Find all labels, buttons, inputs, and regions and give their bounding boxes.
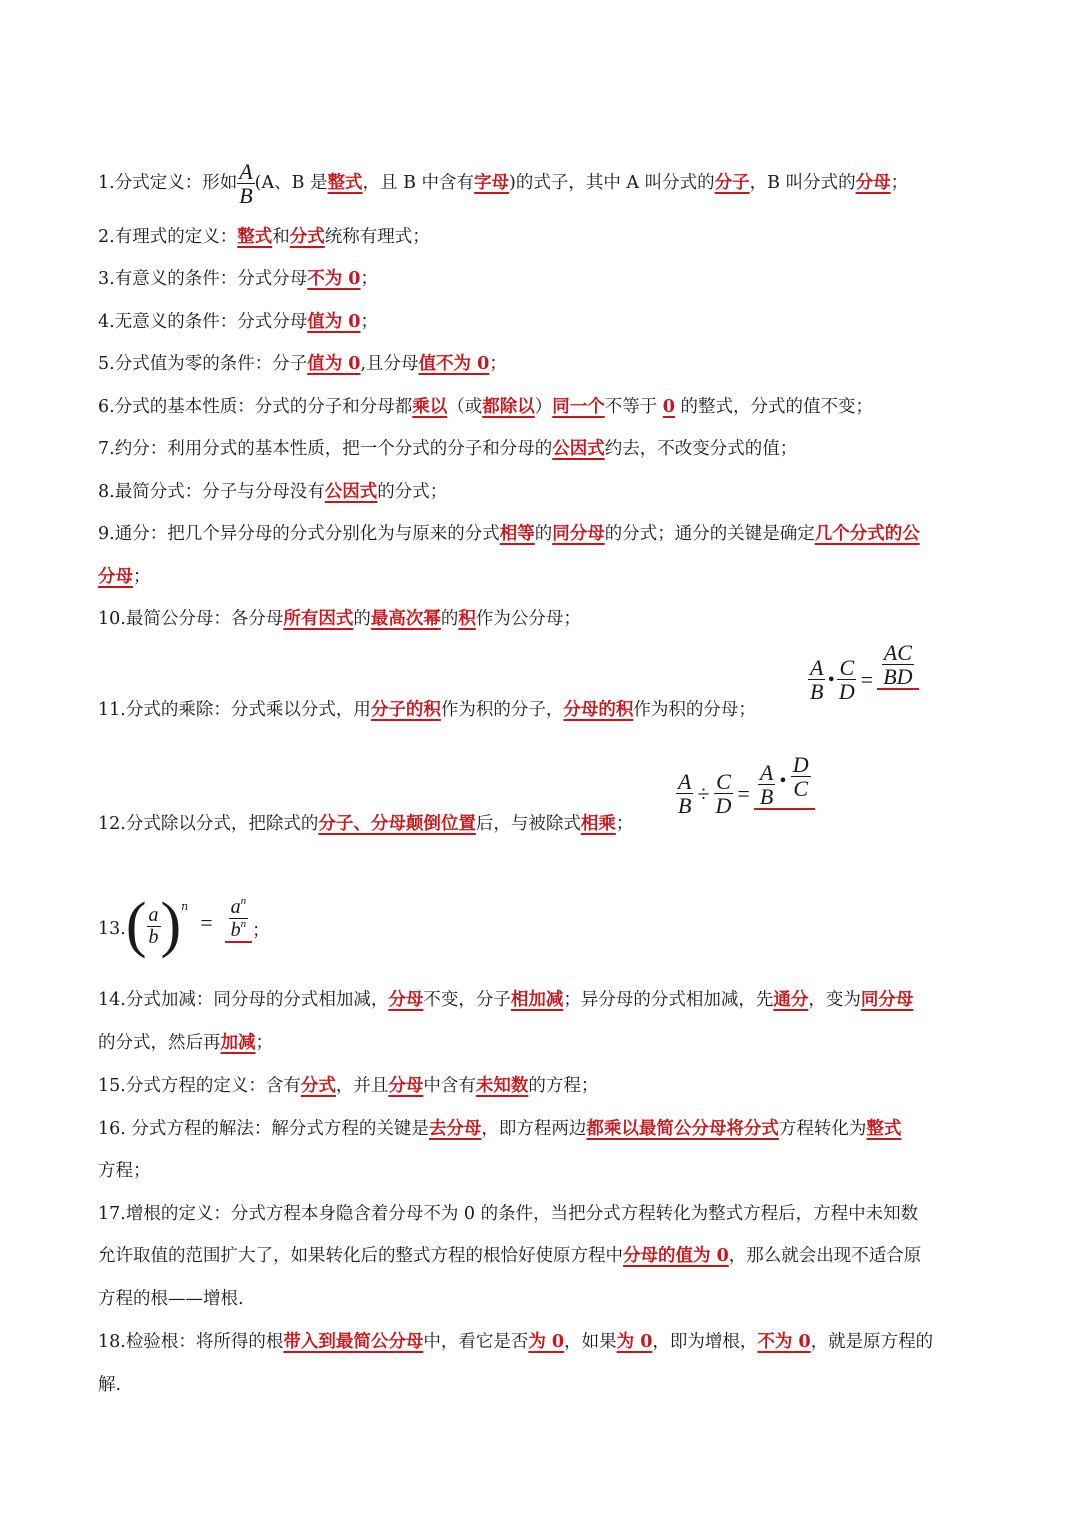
text: ，即方程两边 bbox=[481, 1119, 587, 1139]
item-9 bbox=[98, 522, 920, 546]
item-11 bbox=[98, 698, 756, 722]
answer: 分母的值为 0 bbox=[623, 1246, 729, 1266]
item-3 bbox=[98, 267, 378, 291]
item-15 bbox=[98, 1074, 598, 1098]
answer: 公因式 bbox=[324, 482, 378, 502]
text: ，就是原方程的 bbox=[810, 1332, 934, 1352]
text: 7.约分：利用分式的基本性质，把一个分式的分子和分母的 bbox=[98, 439, 553, 459]
answer: 未知数 bbox=[475, 1076, 529, 1096]
item-10 bbox=[98, 607, 581, 631]
denominator: D bbox=[838, 679, 855, 705]
answer-blank bbox=[754, 752, 815, 810]
numerator: A bbox=[239, 159, 253, 184]
item-17-cont bbox=[98, 1244, 921, 1268]
text: ； bbox=[615, 814, 634, 834]
answer: 字母 bbox=[474, 173, 510, 194]
text: 作为积的分母； bbox=[633, 700, 756, 720]
answer: 分子 bbox=[714, 173, 750, 194]
answer: 分子的积 bbox=[370, 700, 441, 720]
answer: 积 bbox=[458, 609, 476, 629]
item-13 bbox=[98, 882, 270, 959]
item-18-cont bbox=[98, 1373, 121, 1397]
text: 方程转化为 bbox=[778, 1119, 867, 1139]
right-paren: ) bbox=[160, 891, 182, 959]
answer: 值为 0 bbox=[307, 312, 361, 332]
fraction-a-b bbox=[147, 905, 161, 948]
text: ； bbox=[890, 173, 909, 194]
text: (A、B 是 bbox=[254, 173, 328, 194]
denominator: B bbox=[239, 183, 253, 209]
dot-operator: • bbox=[778, 771, 788, 790]
numerator: AC bbox=[883, 640, 912, 665]
item-5 bbox=[98, 352, 507, 376]
denominator: C bbox=[793, 776, 809, 802]
numerator: C bbox=[839, 655, 855, 680]
text: 中含有 bbox=[423, 1076, 476, 1096]
answer: 去分母 bbox=[428, 1119, 482, 1139]
text: ，如果 bbox=[564, 1332, 617, 1352]
answer: 乘以 bbox=[412, 397, 448, 417]
text: 12.分式除以分式，把除式的 bbox=[98, 814, 319, 834]
answer: 相等 bbox=[499, 524, 535, 544]
left-paren: ( bbox=[125, 891, 147, 959]
text: 18.检验根：将所得的根 bbox=[98, 1332, 284, 1352]
text: 15.分式方程的定义：含有 bbox=[98, 1076, 301, 1096]
text: ； bbox=[360, 269, 378, 289]
answer: 值为 0 bbox=[307, 354, 361, 374]
text: ,且分母 bbox=[360, 354, 419, 374]
fraction-c-d bbox=[714, 770, 734, 817]
text: 14.分式加减：同分母的分式相加减， bbox=[98, 990, 389, 1010]
answer: 分母 bbox=[388, 990, 424, 1010]
text: 的 bbox=[440, 609, 459, 629]
answer: 不为 0 bbox=[307, 269, 361, 289]
text: 和 bbox=[272, 227, 290, 247]
answer: 为 0 bbox=[528, 1332, 565, 1352]
answer-blank bbox=[877, 641, 918, 690]
item-7 bbox=[98, 437, 797, 461]
fraction-c-d bbox=[837, 656, 857, 703]
answer: 分母的积 bbox=[563, 700, 634, 720]
text: )的式子，其中 A 叫分式的 bbox=[509, 173, 715, 194]
answer: 所有因式 bbox=[283, 609, 354, 629]
answer: 整式 bbox=[866, 1119, 902, 1139]
denominator: D bbox=[715, 793, 732, 819]
text: 统称有理式； bbox=[324, 227, 430, 247]
text: 的分式，然后再 bbox=[98, 1033, 221, 1053]
answer: 同分母 bbox=[860, 990, 914, 1010]
text: 16. 分式方程的解法：解分式方程的关键是 bbox=[98, 1119, 429, 1139]
answer: 带入到最简公分母 bbox=[283, 1332, 424, 1352]
text: 的 bbox=[534, 524, 553, 544]
text: ，并且 bbox=[335, 1076, 389, 1096]
base-b: b bbox=[230, 918, 241, 941]
numerator: C bbox=[716, 769, 731, 794]
answer: 都除以 bbox=[482, 397, 535, 417]
text: 11.分式的乘除：分式乘以分式，用 bbox=[98, 700, 371, 720]
text: 3.有意义的条件：分式分母 bbox=[98, 269, 308, 289]
text: 1.分式定义：形如 bbox=[98, 173, 238, 194]
text: 方程的根——增根. bbox=[98, 1289, 244, 1309]
text: ，即为增根， bbox=[652, 1332, 758, 1352]
answer: 都乘以最简公分母将分式 bbox=[586, 1119, 779, 1139]
numerator bbox=[229, 896, 249, 919]
answer: 分母 bbox=[388, 1076, 424, 1096]
text: 允许取值的范围扩大了，如果转化后的整式方程的根恰好使原方程中 bbox=[98, 1246, 623, 1266]
base-a: a bbox=[230, 895, 241, 918]
answer: 同一个 bbox=[552, 397, 605, 417]
answer: 最高次幂 bbox=[370, 609, 441, 629]
text: 作为公分母； bbox=[475, 609, 581, 629]
answer: 相加减 bbox=[510, 990, 564, 1010]
item-9-cont bbox=[98, 565, 151, 589]
fraction-an-bn bbox=[229, 896, 249, 941]
text: ； bbox=[489, 354, 507, 374]
text: 中，看它是否 bbox=[423, 1332, 529, 1352]
denominator bbox=[229, 919, 249, 941]
answer: 0 bbox=[662, 397, 675, 417]
text: 解. bbox=[98, 1375, 122, 1395]
answer: 分式 bbox=[289, 227, 325, 247]
item-4 bbox=[98, 310, 378, 334]
answer-blank bbox=[225, 896, 253, 943]
text: 的 bbox=[353, 609, 371, 629]
text: ；异分母的分式相加减，先 bbox=[563, 990, 774, 1010]
exponent: n bbox=[181, 900, 189, 913]
divide-sign: ÷ bbox=[697, 780, 710, 806]
item-18 bbox=[98, 1330, 933, 1354]
text: 9.通分：把几个异分母的分式分别化为与原来的分式 bbox=[98, 524, 500, 544]
dot-operator: • bbox=[826, 670, 836, 690]
exponent: n bbox=[240, 894, 247, 907]
text: 2.有理式的定义： bbox=[98, 227, 238, 247]
item-16 bbox=[98, 1117, 901, 1141]
text: 不等于 bbox=[604, 397, 663, 417]
text: 约去，不改变分式的值； bbox=[604, 439, 798, 459]
text: ； bbox=[133, 567, 151, 587]
answer: 分式 bbox=[300, 1076, 336, 1096]
denominator: B bbox=[678, 793, 692, 819]
text: ； bbox=[255, 1033, 273, 1053]
equals-sign: = bbox=[737, 780, 750, 806]
answer: 分母 bbox=[855, 173, 891, 194]
answer: 公因式 bbox=[552, 439, 605, 459]
text: 不变，分子 bbox=[423, 990, 511, 1010]
text: 8.最简分式：分子与分母没有 bbox=[98, 482, 325, 502]
text: 5.分式值为零的条件：分子 bbox=[98, 354, 308, 374]
item-11-formula bbox=[808, 640, 919, 705]
answer: 整式 bbox=[237, 227, 273, 247]
denominator: B bbox=[759, 784, 774, 810]
fraction-a-over-b bbox=[237, 160, 254, 207]
item-1 bbox=[98, 160, 908, 207]
fraction-a-b-answer bbox=[758, 761, 775, 808]
text: ，变为 bbox=[808, 990, 861, 1010]
item-8 bbox=[98, 480, 447, 504]
fraction-a-b bbox=[808, 656, 825, 703]
answer: 值不为 0 bbox=[418, 354, 490, 374]
numerator: A bbox=[678, 769, 692, 794]
text: 的整式，分式的值不变； bbox=[674, 397, 874, 417]
text: 6.分式的基本性质：分式的分子和分母都 bbox=[98, 397, 413, 417]
numerator: A bbox=[759, 760, 774, 785]
item-16-cont bbox=[98, 1159, 151, 1183]
fraction-ac-bd bbox=[881, 641, 914, 688]
denominator: B bbox=[810, 679, 824, 705]
item-17 bbox=[98, 1202, 918, 1226]
item-14 bbox=[98, 988, 913, 1012]
answer: 几个分式的公 bbox=[814, 524, 920, 544]
item-6 bbox=[98, 395, 873, 419]
item-12 bbox=[98, 812, 633, 836]
numerator: A bbox=[810, 655, 824, 680]
fraction-a-b bbox=[676, 770, 693, 817]
answer: 加减 bbox=[220, 1033, 256, 1053]
text: 作为积的分子， bbox=[440, 700, 564, 720]
answer: 通分 bbox=[773, 990, 809, 1010]
answer: 为 0 bbox=[616, 1332, 653, 1352]
text: 10.最简公分母：各分母 bbox=[98, 609, 284, 629]
equals-sign: = bbox=[860, 666, 874, 692]
answer: 同分母 bbox=[552, 524, 605, 544]
numerator: a bbox=[148, 903, 159, 926]
text: 17.增根的定义：分式方程本身隐含着分母不为 0 的条件，当把分式方程转化为整式方程后，方程中未知数 bbox=[98, 1204, 919, 1224]
item-2 bbox=[98, 225, 430, 249]
text: 方程； bbox=[98, 1161, 151, 1181]
answer: 整式 bbox=[327, 173, 363, 194]
equals-sign: = bbox=[200, 910, 213, 935]
text: （或 bbox=[447, 397, 483, 417]
numerator: D bbox=[792, 752, 809, 777]
text: ，那么就会出现不适合原 bbox=[728, 1246, 922, 1266]
denominator: b bbox=[148, 925, 159, 948]
answer: 不为 0 bbox=[757, 1332, 811, 1352]
text: 13. bbox=[98, 919, 126, 939]
text: 4.无意义的条件：分式分母 bbox=[98, 312, 308, 332]
text: 的分式； bbox=[377, 482, 448, 502]
denominator: BD bbox=[883, 664, 913, 690]
item-17-cont2 bbox=[98, 1287, 244, 1311]
answer: 分母 bbox=[98, 567, 133, 587]
item-12-formula bbox=[676, 752, 815, 819]
text: ，B 叫分式的 bbox=[749, 173, 856, 194]
text: 后，与被除式 bbox=[475, 814, 581, 834]
answer: 相乘 bbox=[580, 814, 616, 834]
answer: 分子、分母颠倒位置 bbox=[318, 814, 476, 834]
exponent: n bbox=[240, 917, 247, 930]
text: ） bbox=[534, 397, 553, 417]
text: ； bbox=[252, 920, 270, 941]
text: ，且 B 中含有 bbox=[362, 173, 475, 194]
text: ； bbox=[360, 312, 378, 332]
fraction-d-c-answer bbox=[791, 753, 811, 800]
item-14-cont bbox=[98, 1031, 273, 1055]
text: 的分式；通分的关键是确定 bbox=[604, 524, 815, 544]
text: 的方程； bbox=[528, 1076, 599, 1096]
